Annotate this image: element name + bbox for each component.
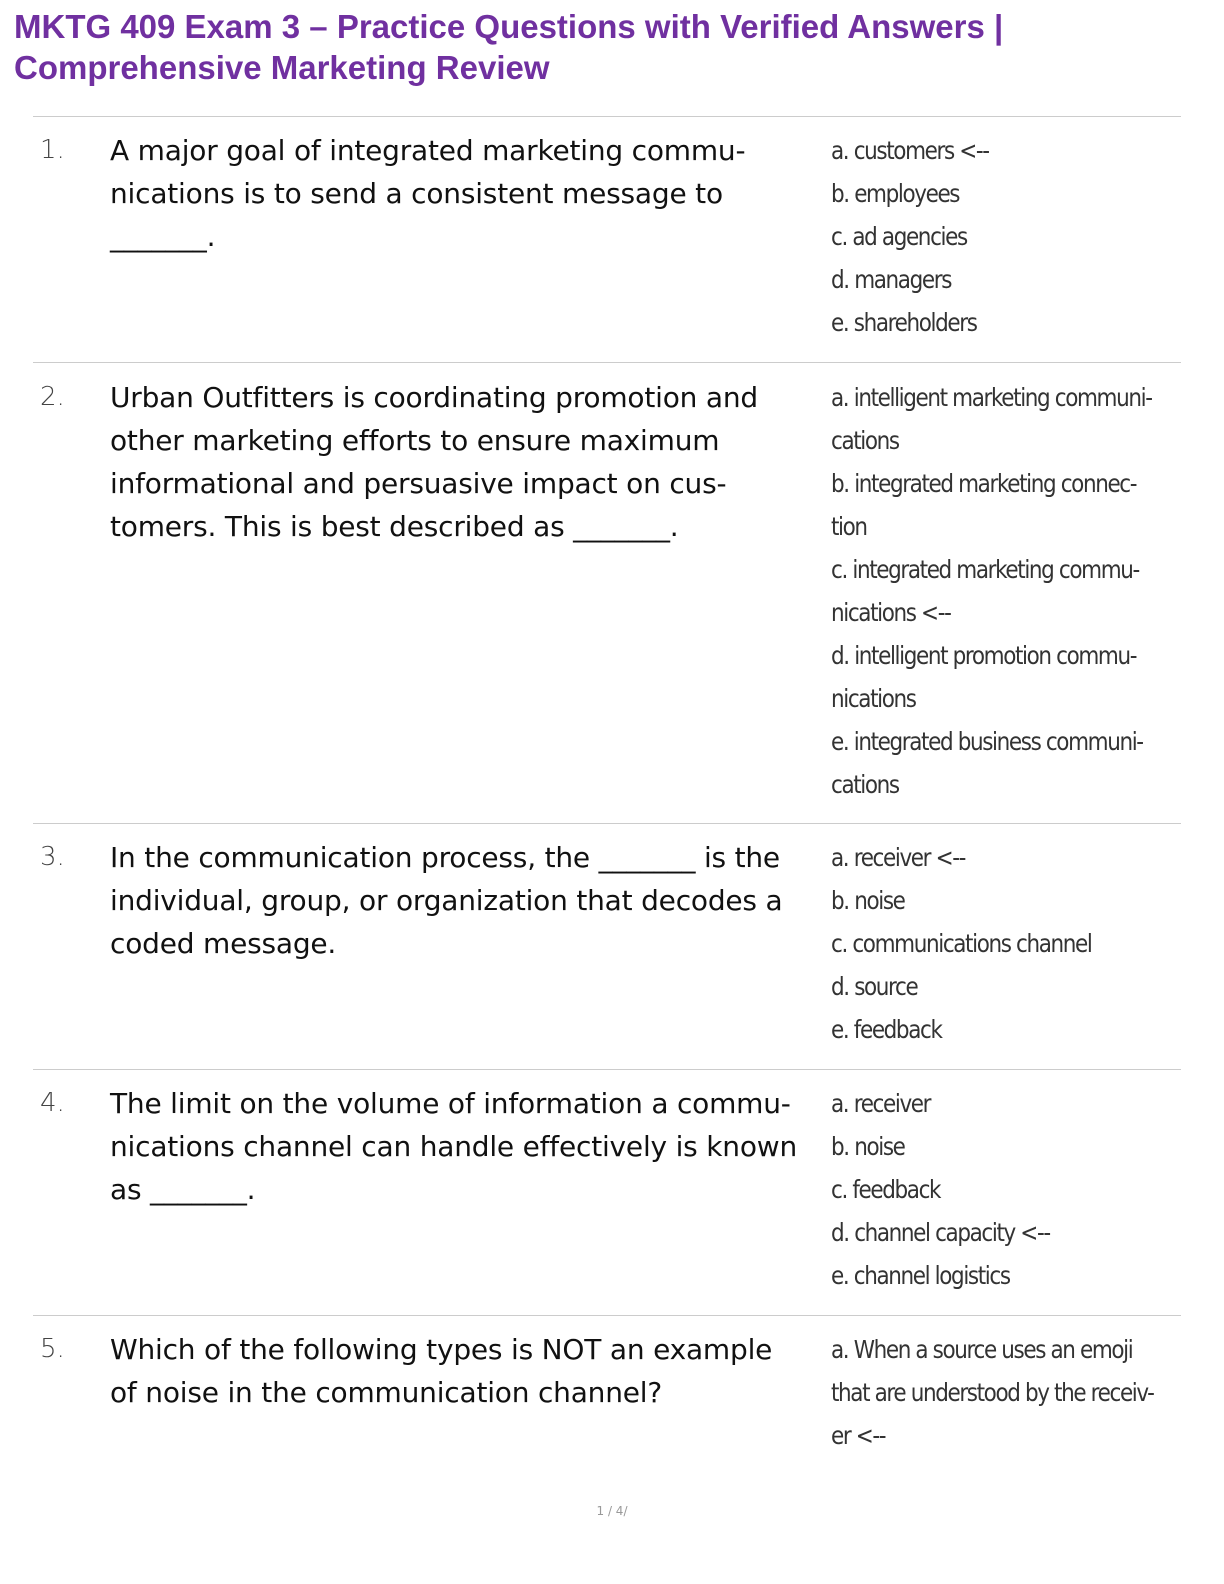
question-text-line: tomers. This is best described as _______. — [110, 510, 679, 543]
question-number: 3. — [40, 842, 65, 872]
question-text-line: Urban Outfitters is coordinating promotion and — [110, 381, 758, 414]
question-text-line: A major goal of integrated marketing commu- — [110, 134, 746, 167]
question-text-line: nications channel can handle effectively is known — [110, 1130, 798, 1163]
page-title — [14, 6, 1194, 88]
question-text-line: other marketing efforts to ensure maximum — [110, 424, 720, 457]
question-text-line: nications is to send a consistent message to — [110, 177, 723, 210]
answer-option: nications — [831, 684, 916, 713]
answer-option: a. intelligent marketing communi- — [831, 383, 1152, 412]
answer-option: c. ad agencies — [831, 222, 967, 251]
answer-option: a. receiver <-- — [831, 843, 965, 872]
answer-option: d. source — [831, 972, 918, 1001]
answer-option: b. employees — [831, 179, 960, 208]
answer-option: tion — [831, 512, 867, 541]
answer-options — [831, 836, 1132, 1051]
question-text — [110, 1082, 822, 1211]
answer-option: a. customers <-- — [831, 136, 989, 165]
question-text-line: _______. — [110, 220, 216, 253]
question-text-line: Which of the following types is NOT an example — [110, 1333, 773, 1366]
answer-option: d. managers — [831, 265, 952, 294]
question-number: 1. — [40, 135, 65, 165]
question-number: 2. — [40, 382, 65, 412]
divider — [33, 362, 1181, 363]
answer-option: d. intelligent promotion commu- — [831, 641, 1137, 670]
answer-option: e. integrated business communi- — [831, 727, 1143, 756]
question-text — [110, 376, 822, 548]
answer-option: a. When a source uses an emoji — [831, 1335, 1133, 1364]
answer-option: b. noise — [831, 886, 905, 915]
answer-option: b. noise — [831, 1132, 905, 1161]
question-number: 4. — [40, 1088, 65, 1118]
answer-option: e. channel logistics — [831, 1261, 1010, 1290]
divider — [33, 1069, 1181, 1070]
answer-option: e. feedback — [831, 1015, 942, 1044]
answer-option: b. integrated marketing connec- — [831, 469, 1137, 498]
divider — [33, 1315, 1181, 1316]
answer-options — [831, 1082, 1132, 1297]
answer-option: nications <-- — [831, 598, 951, 627]
answer-option: er <-- — [831, 1421, 886, 1450]
question-text-line: of noise in the communication channel? — [110, 1376, 663, 1409]
question-number: 5. — [40, 1334, 65, 1364]
answer-options — [831, 1328, 1154, 1457]
answer-option: a. receiver — [831, 1089, 931, 1118]
page-number: 1 / 4/ — [596, 1504, 628, 1518]
question-text-line: individual, group, or organization that decodes a — [110, 884, 783, 917]
answer-option: c. communications channel — [831, 929, 1092, 958]
answer-option: cations — [831, 770, 899, 799]
answer-option: c. integrated marketing commu- — [831, 555, 1139, 584]
answer-option: d. channel capacity <-- — [831, 1218, 1050, 1247]
answer-options — [831, 376, 1152, 806]
question-text-line: The limit on the volume of information a commu- — [110, 1087, 791, 1120]
question-text-line: informational and persuasive impact on cus- — [110, 467, 727, 500]
answer-option: c. feedback — [831, 1175, 941, 1204]
divider — [33, 823, 1181, 824]
question-text-line: coded message. — [110, 927, 337, 960]
question-text — [110, 836, 822, 965]
answer-option: cations — [831, 426, 899, 455]
answer-options — [831, 129, 1132, 344]
question-text-line: In the communication process, the _______ is the — [110, 841, 780, 874]
page-title-line-2: Comprehensive Marketing Review — [14, 49, 550, 86]
question-text — [110, 1328, 822, 1414]
question-text-line: as _______. — [110, 1173, 256, 1206]
answer-option: e. shareholders — [831, 308, 977, 337]
divider — [33, 116, 1181, 117]
question-text — [110, 129, 822, 258]
page-title-line-1: MKTG 409 Exam 3 – Practice Questions with Verified Answers | — [14, 8, 1004, 45]
answer-option: that are understood by the receiv- — [831, 1378, 1154, 1407]
